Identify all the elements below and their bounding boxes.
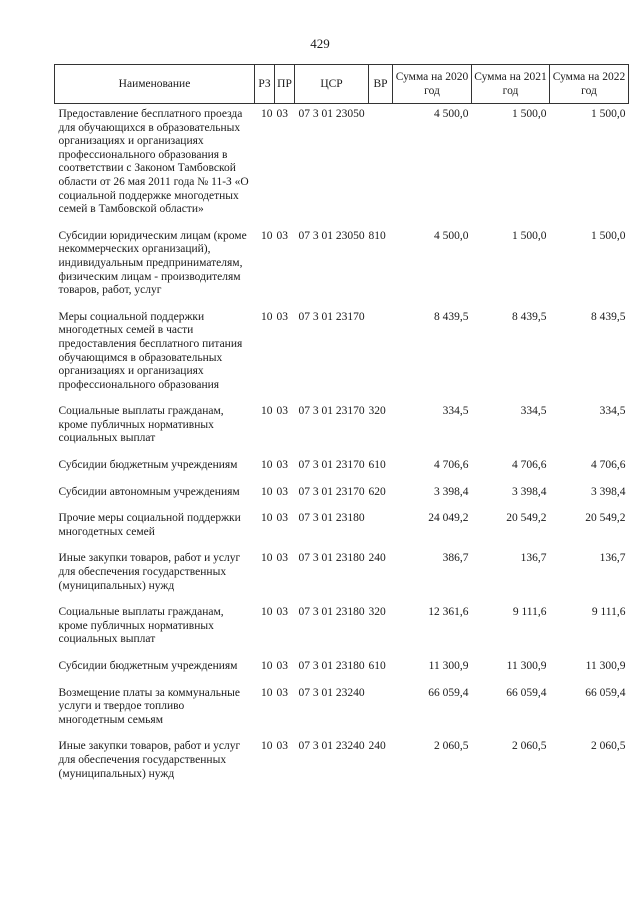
budget-table <box>54 64 629 790</box>
row-vr <box>369 307 393 402</box>
table-row <box>55 656 629 683</box>
row-csr: 07 3 01 23170 <box>298 405 365 418</box>
row-vr: 240 <box>368 740 386 753</box>
table-row <box>55 482 629 509</box>
row-sum-2022: 8 439,5 <box>591 310 626 323</box>
row-sum-2020: 12 361,6 <box>428 606 469 619</box>
row-sum-2021: 11 300,9 <box>506 660 547 672</box>
row-name: Предоставление бесплатного проезда для обучающихся в образовательных организациях и организациях профессионального образования в соответствии с Законом Тамбовской области от 26 мая 2011 года № 11-З «О социальной поддержке многодетных семей в Тамбовской области» <box>58 108 249 216</box>
row-rz: 10 <box>261 108 273 120</box>
table-row <box>55 104 629 226</box>
row-pr: 03 <box>276 512 288 525</box>
row-csr: 07 3 01 23180 <box>298 606 365 619</box>
row-csr: 07 3 01 23240 <box>298 686 365 699</box>
row-csr: 07 3 01 23240 <box>298 740 365 753</box>
row-vr: 810 <box>368 229 386 242</box>
row-vr <box>369 683 393 737</box>
row-pr: 03 <box>276 310 288 323</box>
header-sum-2020: Сумма на 2020 год <box>393 65 472 104</box>
row-sum-2021: 1 500,0 <box>512 108 547 120</box>
row-sum-2022: 2 060,5 <box>591 740 626 753</box>
row-sum-2021: 136,7 <box>520 552 547 565</box>
row-vr: 610 <box>368 660 386 672</box>
row-sum-2022: 20 549,2 <box>585 512 626 525</box>
table-row <box>55 226 629 307</box>
row-sum-2020: 4 706,6 <box>434 459 469 472</box>
row-pr: 03 <box>276 552 288 565</box>
row-pr: 03 <box>276 229 288 242</box>
table-body <box>55 104 629 791</box>
table-row <box>55 401 629 455</box>
row-sum-2020: 2 060,5 <box>434 740 469 753</box>
row-name: Субсидии автономным учреждениям <box>58 485 240 498</box>
header-csr: ЦСР <box>295 65 369 104</box>
row-sum-2020: 4 500,0 <box>434 229 469 242</box>
row-rz: 10 <box>261 310 273 323</box>
row-rz: 10 <box>261 512 273 525</box>
row-sum-2022: 3 398,4 <box>591 485 626 498</box>
header-sum-2021: Сумма на 2021 год <box>472 65 550 104</box>
row-pr: 03 <box>276 606 288 619</box>
row-vr: 620 <box>368 485 386 498</box>
row-sum-2020: 24 049,2 <box>428 512 469 525</box>
row-rz: 10 <box>261 459 273 472</box>
table-row <box>55 602 629 656</box>
row-sum-2021: 8 439,5 <box>512 310 547 323</box>
row-sum-2021: 1 500,0 <box>512 229 547 242</box>
row-pr: 03 <box>276 485 288 498</box>
table-row <box>55 508 629 548</box>
row-pr: 03 <box>276 108 288 120</box>
row-sum-2022: 9 111,6 <box>591 606 626 619</box>
row-name: Возмещение платы за коммунальные услуги и твердое топливо многодетным семьям <box>58 686 240 726</box>
row-vr: 320 <box>368 405 386 418</box>
row-sum-2020: 334,5 <box>442 405 469 418</box>
page-number: 429 <box>310 36 330 51</box>
row-vr: 610 <box>368 459 386 472</box>
header-pr: ПР <box>275 65 295 104</box>
row-rz: 10 <box>261 686 273 699</box>
row-name: Меры социальной поддержки многодетных семей в части предоставления бесплатного питания обучающимся в образовательных организациях и организациях профессионального образования <box>58 310 243 391</box>
row-sum-2020: 11 300,9 <box>428 660 469 672</box>
row-name: Социальные выплаты гражданам, кроме публичных нормативных социальных выплат <box>58 606 224 646</box>
row-rz: 10 <box>261 606 273 619</box>
row-sum-2020: 4 500,0 <box>434 108 469 120</box>
table-header-row <box>55 65 629 104</box>
row-vr <box>369 508 393 548</box>
row-sum-2022: 11 300,9 <box>585 660 626 672</box>
row-sum-2022: 136,7 <box>599 552 626 565</box>
row-name: Иные закупки товаров, работ и услуг для обеспечения государственных (муниципальных) нужд <box>58 740 241 780</box>
row-sum-2021: 20 549,2 <box>506 512 547 525</box>
row-csr: 07 3 01 23180 <box>298 660 365 672</box>
row-sum-2022: 4 706,6 <box>591 459 626 472</box>
row-sum-2022: 1 500,0 <box>591 108 626 120</box>
table-row <box>55 548 629 602</box>
row-sum-2021: 334,5 <box>520 405 547 418</box>
row-pr: 03 <box>276 686 288 699</box>
row-rz: 10 <box>261 552 273 565</box>
row-csr: 07 3 01 23050 <box>298 108 365 120</box>
row-vr: 320 <box>368 606 386 619</box>
row-rz: 10 <box>261 660 273 672</box>
row-name: Иные закупки товаров, работ и услуг для обеспечения государственных (муниципальных) нужд <box>58 552 241 592</box>
row-csr: 07 3 01 23170 <box>298 310 365 323</box>
row-csr: 07 3 01 23170 <box>298 485 365 498</box>
row-pr: 03 <box>276 405 288 418</box>
row-csr: 07 3 01 23180 <box>298 512 365 525</box>
row-sum-2021: 2 060,5 <box>512 740 547 753</box>
row-name: Субсидии бюджетным учреждениям <box>58 459 238 472</box>
row-vr: 240 <box>368 552 386 565</box>
row-vr <box>369 104 393 226</box>
table-row <box>55 455 629 482</box>
row-sum-2020: 386,7 <box>442 552 469 565</box>
row-name: Субсидии юридическим лицам (кроме некоммерческих организаций), индивидуальным предпринимателям, физическим лицам - производителям товаров, работ, услуг <box>58 229 247 297</box>
row-name: Прочие меры социальной поддержки многодетных семей <box>58 512 241 538</box>
row-pr: 03 <box>276 740 288 753</box>
header-sum-2022: Сумма на 2022 год <box>550 65 629 104</box>
row-sum-2021: 3 398,4 <box>512 485 547 498</box>
row-rz: 10 <box>261 485 273 498</box>
row-name: Субсидии бюджетным учреждениям <box>58 660 238 672</box>
table-row <box>55 307 629 402</box>
row-pr: 03 <box>276 459 288 472</box>
row-rz: 10 <box>261 740 273 753</box>
row-pr: 03 <box>276 660 288 672</box>
table-row <box>55 683 629 737</box>
row-rz: 10 <box>261 405 273 418</box>
row-rz: 10 <box>261 229 273 242</box>
table-row <box>55 736 629 790</box>
row-sum-2022: 334,5 <box>599 405 626 418</box>
row-sum-2022: 1 500,0 <box>591 229 626 242</box>
header-rz: РЗ <box>255 65 275 104</box>
row-sum-2021: 9 111,6 <box>512 606 547 619</box>
row-sum-2020: 3 398,4 <box>434 485 469 498</box>
row-sum-2022: 66 059,4 <box>585 686 626 699</box>
row-name: Социальные выплаты гражданам, кроме публичных нормативных социальных выплат <box>58 405 224 445</box>
row-sum-2021: 4 706,6 <box>512 459 547 472</box>
row-sum-2021: 66 059,4 <box>506 686 547 699</box>
row-csr: 07 3 01 23170 <box>298 459 365 472</box>
row-sum-2020: 8 439,5 <box>434 310 469 323</box>
row-sum-2020: 66 059,4 <box>428 686 469 699</box>
row-csr: 07 3 01 23050 <box>298 229 365 242</box>
row-csr: 07 3 01 23180 <box>298 552 365 565</box>
header-vr: ВР <box>369 65 393 104</box>
header-name: Наименование <box>55 65 255 104</box>
